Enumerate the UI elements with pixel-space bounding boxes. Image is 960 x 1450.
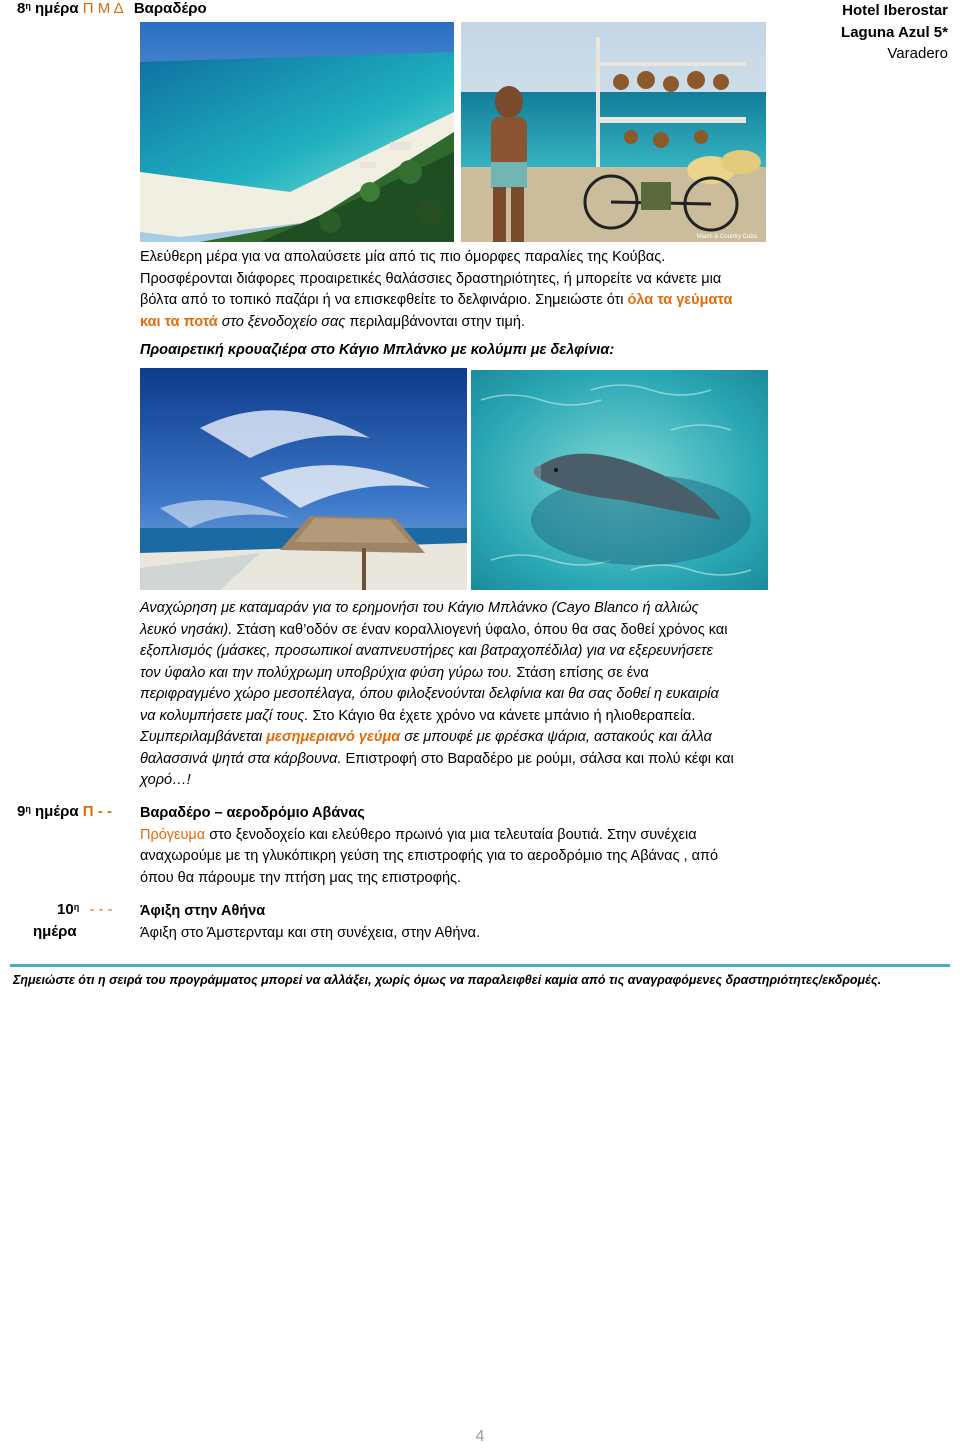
day9-line3: όπου θα πάρουμε την πτήση μας της επιστροφής. — [140, 869, 462, 886]
day9-meals-rest: - - — [97, 803, 112, 820]
cruise-line1: Αναχώρηση με καταμαράν για το ερημονήσι του Κάγιο Μπλάνκο (Cayo Blanco ή αλλιώς — [140, 600, 699, 616]
day8-line1: Ελεύθερη μέρα για να απολαύσετε μία από τις πιο όμορφες παραλίες της Κούβας. — [140, 249, 666, 265]
hotel-name-line2: Laguna Azul 5* — [841, 23, 948, 41]
day9-sup: η — [25, 804, 31, 814]
breakfast-highlight: Πρόγευμα — [140, 826, 206, 843]
cruise-line9: χορό…! — [140, 772, 191, 788]
dolphin-swimming-photo — [471, 370, 768, 590]
day9-heading — [17, 803, 112, 820]
cruise-line5: περιφραγμένο χώρο μεσοπέλαγα, όπου φιλοξενούνται δελφίνια και θα σας δοθεί η ευκαιρία — [140, 686, 719, 702]
meals-highlight: όλα τα γεύματα — [627, 292, 733, 308]
hotel-location: Varadero — [887, 45, 948, 62]
cruise-description — [140, 598, 940, 792]
varadero-beach-aerial-photo — [140, 22, 454, 242]
lunch-highlight: μεσημεριανό γεύμα — [266, 729, 401, 745]
day8-label: ημέρα — [35, 0, 79, 17]
day9-title: Βαραδέρο – αεροδρόμιο Αβάνας — [140, 805, 365, 821]
footer-divider — [10, 964, 950, 967]
day8-heading — [17, 0, 207, 17]
day8-line4: και τα ποτά στο ξενοδοχείο σας περιλαμβάνονται στην τιμή. — [140, 313, 525, 330]
day9-meals-breakfast: Π — [82, 803, 94, 820]
hotel-name-line1: Hotel Iberostar — [842, 2, 948, 19]
day10-label: ημέρα — [33, 923, 77, 940]
cruise-line7: Συμπεριλαμβάνεται μεσημεριανό γεύμα σε μπουφέ με φρέσκα ψάρια, αστακούς και άλλα — [140, 729, 712, 745]
day8-description — [140, 247, 940, 333]
hotel-info — [841, 0, 948, 65]
day8-sup: η — [25, 1, 31, 11]
day9-label: ημέρα — [35, 803, 79, 820]
cruise-line4: τον ύφαλο και την πολύχρωμη υποβρύχια φύση γύρω του. Στάση επίσης σε ένα — [140, 664, 649, 681]
page-number: 4 — [475, 1428, 485, 1445]
day8-number: 8 — [17, 0, 26, 17]
day10-number: 10 — [57, 901, 74, 918]
day8-line3: βόλτα από το τοπικό παζάρι ή να επισκεφθείτε το δελφινάριο. Σημειώστε ότι όλα τα γεύματα — [140, 292, 733, 308]
day8-title: Βαραδέρο — [133, 0, 207, 17]
day10-line1: Άφιξη στο Άμστερνταμ και στη συνέχεια, στην Αθήνα. — [140, 924, 481, 941]
cayo-blanco-beach-photo — [140, 368, 467, 590]
cruise-line8: θαλασσινά ψητά στα κάρβουνα. Επιστροφή στο Βαραδέρο με ρούμι, σάλσα και πολύ κέφι και — [140, 750, 734, 767]
day9-number: 9 — [17, 803, 26, 820]
day10-sup: η — [73, 902, 80, 912]
day10-heading — [57, 901, 113, 918]
day10-title: Άφιξη στην Αθήνα — [140, 903, 266, 919]
day9-content — [140, 803, 940, 889]
footer-note: Σημειώστε ότι η σειρά του προγράμματος μπορεί να αλλάξει, χωρίς όμως να παραλειφθεί καμία από τις αναγραφόμενες δραστηριότητες/εκδρομές. — [13, 973, 882, 987]
cruise-line6: να κολυμπήσετε μαζί τους. Στο Κάγιο θα έχετε χρόνο να κάνετε μπάνιο ή ηλιοθεραπεία. — [140, 707, 696, 724]
optional-cruise-title: Προαιρετική κρουαζιέρα στο Κάγιο Μπλάνκο με κολύμπι με δελφίνια: — [140, 342, 615, 358]
day9-line1: Πρόγευμα στο ξενοδοχείο και ελεύθερο πρωινό για μια τελευταία βουτιά. Στην συνέχεια — [140, 826, 697, 843]
cruise-line3: εξοπλισμός (μάσκες, προσωπικοί αναπνευστήρες και βατραχοπέδιλα) για να εξερευνήσετε — [140, 643, 713, 659]
day10-content — [140, 901, 940, 944]
day9-line2: αναχωρούμε με τη γλυκόπικρη γεύση της επιστροφής για το αεροδρόμιο της Αβάνας , από — [140, 848, 719, 864]
day10-meals: - - - — [89, 901, 113, 918]
cruise-line2: λευκό νησάκι). Στάση καθ’οδόν σε έναν κοραλλιογενή ύφαλο, όπου θα σας δοθεί χρόνος και — [140, 621, 728, 638]
beach-vendor-bicycle-photo — [461, 22, 766, 242]
day8-line2: Προσφέρονται διάφορες προαιρετικές θαλάσσιες δραστηριότητες, ή μπορείτε να κάνετε μια — [140, 270, 722, 287]
photo-credit: Miami & Country Cuba — [696, 234, 757, 240]
day8-meals: Π Μ Δ — [82, 0, 124, 17]
drinks-highlight: και τα ποτά — [140, 313, 218, 330]
